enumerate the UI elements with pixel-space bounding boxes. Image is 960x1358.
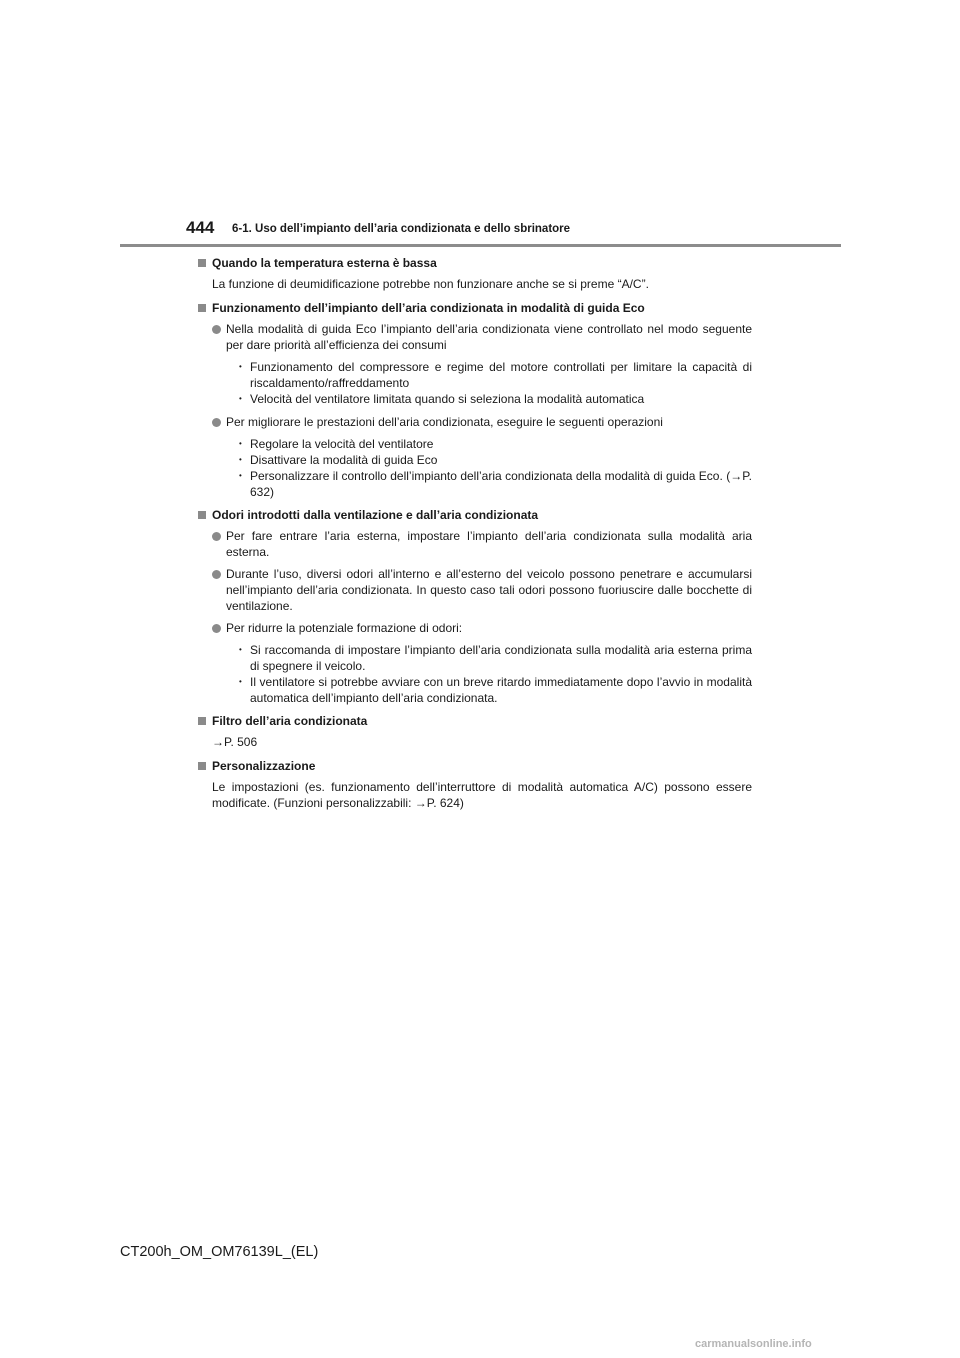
sub-list [212,642,752,706]
circle-bullet-icon [212,570,221,579]
square-bullet-icon [198,762,206,770]
section-heading [198,758,752,774]
page-content [212,255,752,819]
section-low-temperature [212,255,752,292]
section-heading-text: Personalizzazione [212,759,316,773]
page-number: 444 [186,218,215,237]
section-heading [198,713,752,729]
list-item [212,620,752,636]
circle-bullet-icon [212,325,221,334]
circle-bullet-icon [212,418,221,427]
sub-list-item: • Personalizzare il controllo dell’impianto dell’aria condizionata della modalità di guida Eco. (→P. 632) [212,468,752,500]
square-bullet-icon [198,259,206,267]
sub-list-item: • Velocità del ventilatore limitata quando si seleziona la modalità automatica [212,391,752,407]
circle-bullet-icon [212,624,221,633]
list-item-text: Per fare entrare l’aria esterna, impostare l’impianto dell’aria condizionata sulla modalità aria esterna. [226,529,752,559]
sub-list [212,436,752,500]
square-bullet-icon [198,717,206,725]
list-item [212,414,752,430]
section-eco-mode [212,300,752,500]
section-paragraph: Le impostazioni (es. funzionamento dell’interruttore di modalità automatica A/C) possono essere modificate. (Funzioni personalizzabili: →P. 624) [212,780,752,810]
list-item [212,321,752,353]
list-item-text: Nella modalità di guida Eco l’impianto dell’aria condizionata viene controllato nel modo seguente per dare priorità all’efficienza dei consumi [226,322,752,352]
circle-bullet-icon [212,532,221,541]
section-heading [198,507,752,523]
sub-list-item: • Il ventilatore si potrebbe avviare con un breve ritardo immediatamente dopo l’avvio in modalità automatica dell’impianto dell’aria condizionata. [212,674,752,706]
sub-list-item: • Regolare la velocità del ventilatore [212,436,752,452]
section-odors [212,507,752,706]
section-heading-text: Quando la temperatura esterna è bassa [212,256,437,270]
list-item [212,566,752,614]
square-bullet-icon [198,304,206,312]
section-heading [198,255,752,271]
section-paragraph: La funzione di deumidificazione potrebbe non funzionare anche se si preme “A/C”. [212,277,649,291]
sub-list-item: • Funzionamento del compressore e regime del motore controllati per limitare la capacità di riscaldamento/raffreddamento [212,359,752,391]
section-heading-text: Odori introdotti dalla ventilazione e dall’aria condizionata [212,508,539,522]
square-bullet-icon [198,511,206,519]
section-heading-text: Filtro dell’aria condizionata [212,714,368,728]
section-heading [198,300,752,316]
list-item-text: Per migliorare le prestazioni dell’aria condizionata, eseguire le seguenti operazioni [226,415,663,429]
section-heading-text: Funzionamento dell’impianto dell’aria condizionata in modalità di guida Eco [212,301,645,315]
footer-doc-code: CT200h_OM_OM76139L_(EL) [120,1244,319,1260]
page-reference-link[interactable]: →P. 506 [212,735,258,749]
list-item-text: Per ridurre la potenziale formazione di odori: [226,621,463,635]
section-filter [212,713,752,750]
watermark: carmanualsonline.info [695,1338,812,1350]
sub-list [212,359,752,407]
sub-list-item: • Si raccomanda di impostare l’impianto dell’aria condizionata sulla modalità aria esterna prima di spegnere il veicolo. [212,642,752,674]
sub-list-item: • Disattivare la modalità di guida Eco [212,452,752,468]
list-item-text: Durante l’uso, diversi odori all’interno e all’esterno del veicolo possono penetrare e accumularsi nell’impianto dell’aria condizionata. In questo caso tali odori possono fuoriuscire dalle bocchette di ventilazione. [226,567,752,613]
section-title: 6-1. Uso dell’impianto dell’aria condizionata e dello sbrinatore [232,223,571,235]
header-rule [120,244,841,247]
list-item [212,528,752,560]
section-customization [212,758,752,811]
